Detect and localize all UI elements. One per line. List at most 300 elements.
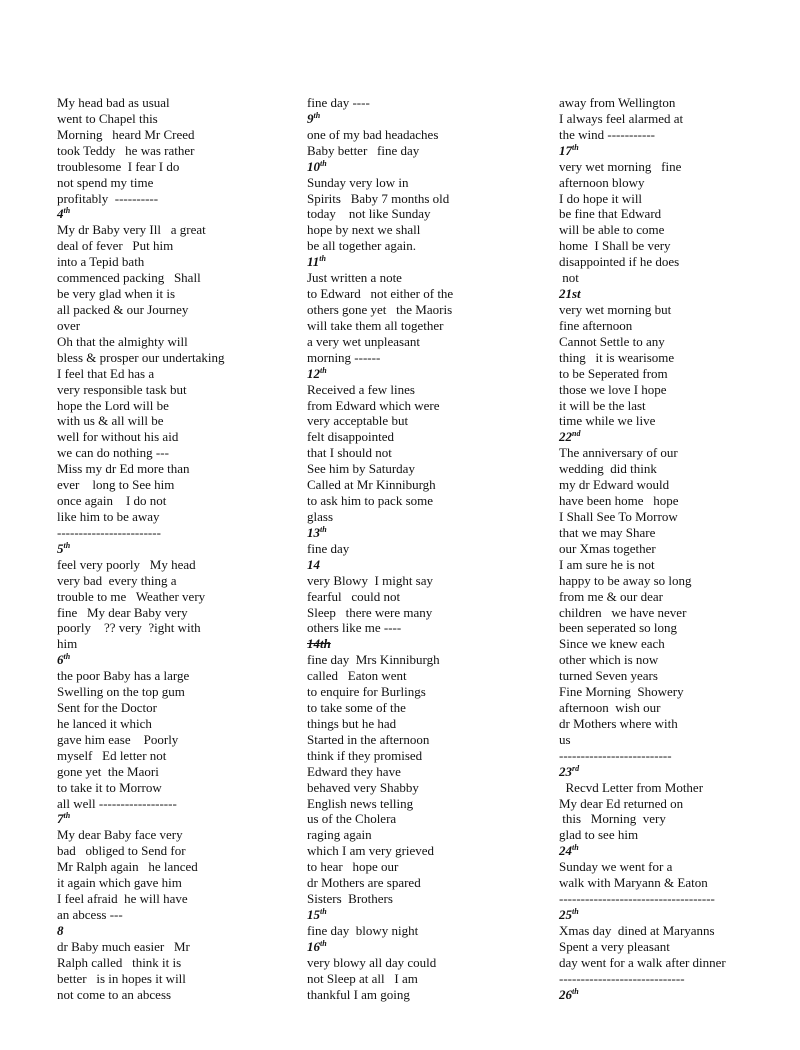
date-heading <box>57 541 257 557</box>
diary-line <box>307 732 507 748</box>
line-text: over <box>57 317 81 333</box>
diary-line <box>57 891 257 907</box>
diary-line <box>307 238 507 254</box>
line-text: called Eaton went <box>307 668 407 684</box>
line-text: thing it is wearisome <box>559 349 675 365</box>
line-text: been seperated so long <box>559 620 678 636</box>
line-text: that I should not <box>307 445 392 461</box>
diary-line <box>307 764 507 780</box>
diary-line <box>307 605 507 621</box>
date-heading <box>307 557 507 573</box>
diary-line <box>559 541 794 557</box>
line-text: afternoon wish our <box>559 700 661 716</box>
line-text: The anniversary of our <box>559 445 678 461</box>
date-suffix: th <box>320 524 327 534</box>
diary-line <box>559 875 794 891</box>
line-text: very responsible task but <box>57 381 187 397</box>
diary-line <box>559 811 794 827</box>
date-heading <box>559 987 794 1003</box>
diary-line <box>559 413 794 429</box>
diary-line <box>307 461 507 477</box>
line-text: ----------------------------- <box>559 970 685 986</box>
diary-line <box>57 971 257 987</box>
diary-line <box>307 955 507 971</box>
date-number: 14 <box>307 556 320 572</box>
line-text: Spent a very pleasant <box>559 938 670 954</box>
line-text: it again which gave him <box>57 875 182 891</box>
line-text: Sunday we went for a <box>559 859 673 875</box>
line-text: our Xmas together <box>559 540 656 556</box>
line-text: Baby better fine day <box>307 142 420 158</box>
diary-line <box>559 493 794 509</box>
line-text: Ralph called think it is <box>57 954 182 970</box>
diary-line <box>57 429 257 445</box>
diary-column-middle <box>307 95 507 1003</box>
line-text: from Edward which were <box>307 397 440 413</box>
date-number: 22 <box>559 429 572 445</box>
diary-line <box>559 668 794 684</box>
diary-line <box>57 700 257 716</box>
line-text: not Sleep at all I am <box>307 970 418 986</box>
line-text: very wet morning but <box>559 301 672 317</box>
diary-line <box>57 445 257 461</box>
diary-line <box>57 143 257 159</box>
diary-line <box>307 382 507 398</box>
diary-line <box>307 716 507 732</box>
line-text: Started in the afternoon <box>307 731 430 747</box>
diary-line <box>307 541 507 557</box>
line-text: fine day <box>307 540 350 556</box>
diary-line <box>559 254 794 270</box>
line-text: Sleep there were many <box>307 604 433 620</box>
date-heading <box>57 652 257 668</box>
line-text: I feel that Ed has a <box>57 365 155 381</box>
diary-line <box>559 111 794 127</box>
line-text: be all together again. <box>307 238 417 254</box>
diary-line <box>307 700 507 716</box>
line-text: hope by next we shall <box>307 222 421 238</box>
line-text: which I am very grieved <box>307 843 435 859</box>
line-text: Oh that the almighty will <box>57 333 188 349</box>
diary-line <box>57 859 257 875</box>
diary-line <box>307 143 507 159</box>
diary-line <box>57 955 257 971</box>
diary-line <box>559 605 794 621</box>
diary-line <box>559 350 794 366</box>
diary-line <box>57 111 257 127</box>
diary-line <box>57 222 257 238</box>
diary-line <box>559 477 794 493</box>
line-text: it will be the last <box>559 397 646 413</box>
line-text: very blowy all day could <box>307 954 437 970</box>
diary-column-left <box>57 95 257 1003</box>
diary-line <box>57 525 257 541</box>
line-text: from me & our dear <box>559 588 663 604</box>
line-text: other which is now <box>559 652 659 668</box>
date-suffix: th <box>63 206 71 216</box>
line-text: feel very poorly My head <box>57 556 196 572</box>
line-text: fine day Mrs Kinniburgh <box>307 652 440 668</box>
date-suffix: th <box>320 938 327 948</box>
line-text: very bad every thing a <box>57 572 177 588</box>
diary-line <box>307 286 507 302</box>
diary-line <box>559 796 794 812</box>
line-text: Morning heard Mr Creed <box>57 126 195 142</box>
line-text: not <box>559 270 579 286</box>
date-heading <box>559 843 794 859</box>
date-number: 15 <box>307 907 320 923</box>
diary-line <box>559 939 794 955</box>
diary-line <box>307 843 507 859</box>
diary-line <box>559 127 794 143</box>
diary-line <box>307 175 507 191</box>
line-text: My dear Ed returned on <box>559 795 684 811</box>
diary-line <box>307 95 507 111</box>
date-suffix: th <box>572 142 579 152</box>
line-text: happy to be away so long <box>559 572 692 588</box>
line-text: ever long to See him <box>57 477 175 493</box>
date-suffix: th <box>320 158 327 168</box>
diary-line <box>57 286 257 302</box>
diary-line <box>559 732 794 748</box>
line-text: dr Baby much easier Mr <box>57 938 190 954</box>
diary-line <box>559 159 794 175</box>
line-text: we can do nothing --- <box>57 445 169 461</box>
date-suffix: th <box>63 652 71 662</box>
diary-line <box>57 605 257 621</box>
date-heading <box>307 254 507 270</box>
line-text: Since we knew each <box>559 636 665 652</box>
diary-line <box>57 477 257 493</box>
diary-line <box>307 429 507 445</box>
date-number: 23 <box>559 763 572 779</box>
line-text: into a Tepid bath <box>57 254 145 270</box>
line-text: walk with Maryann & Eaton <box>559 875 708 891</box>
diary-line <box>57 796 257 812</box>
line-text: Spirits Baby 7 months old <box>307 190 450 206</box>
line-text: ------------------------ <box>57 524 161 540</box>
line-text: fine afternoon <box>559 317 633 333</box>
date-suffix: th <box>320 365 327 375</box>
diary-line <box>307 684 507 700</box>
line-text: profitably ---------- <box>57 190 159 206</box>
date-heading <box>307 907 507 923</box>
line-text: Called at Mr Kinniburgh <box>307 477 436 493</box>
diary-line <box>307 859 507 875</box>
date-number: 13 <box>307 524 320 540</box>
diary-line <box>559 636 794 652</box>
line-text: not come to an abcess <box>57 986 172 1002</box>
line-text: trouble to me Weather very <box>57 588 206 604</box>
diary-line <box>57 366 257 382</box>
line-text: to be Seperated from <box>559 365 668 381</box>
line-text: better is in hopes it will <box>57 970 186 986</box>
line-text: myself Ed letter not <box>57 747 167 763</box>
line-text: my dr Edward would <box>559 477 670 493</box>
line-text: felt disappointed <box>307 429 395 445</box>
diary-line <box>559 859 794 875</box>
diary-line <box>57 238 257 254</box>
date-heading <box>307 366 507 382</box>
diary-line <box>307 413 507 429</box>
diary-line <box>307 302 507 318</box>
line-text: will take them all together <box>307 317 444 333</box>
diary-line <box>57 350 257 366</box>
line-text: gave him ease Poorly <box>57 731 179 747</box>
date-heading <box>307 939 507 955</box>
line-text: poorly ?? very ?ight with <box>57 620 201 636</box>
diary-line <box>559 270 794 286</box>
date-heading <box>559 907 794 923</box>
date-number: 7 <box>57 811 64 827</box>
diary-line <box>57 254 257 270</box>
diary-line <box>559 445 794 461</box>
diary-line <box>307 127 507 143</box>
line-text: others like me ---- <box>307 620 402 636</box>
line-text: home I Shall be very <box>559 238 671 254</box>
diary-line <box>57 398 257 414</box>
line-text: think if they promised <box>307 747 423 763</box>
diary-line <box>307 652 507 668</box>
diary-line <box>307 222 507 238</box>
diary-line <box>57 95 257 111</box>
line-text: I do hope it will <box>559 190 643 206</box>
line-text: Xmas day dined at Maryanns <box>559 922 715 938</box>
date-suffix: th <box>572 843 579 853</box>
diary-line <box>57 334 257 350</box>
date-heading <box>559 286 794 302</box>
line-text: be very glad when it is <box>57 286 176 302</box>
line-text: bad obliged to Send for <box>57 843 186 859</box>
diary-line <box>57 620 257 636</box>
line-text: glass <box>307 508 333 524</box>
line-text: ------------------------------------ <box>559 891 715 907</box>
date-number: 26 <box>559 986 572 1002</box>
line-text: morning ------ <box>307 349 381 365</box>
diary-line <box>307 827 507 843</box>
diary-line <box>307 668 507 684</box>
date-number: 17 <box>559 142 572 158</box>
line-text: afternoon blowy <box>559 174 645 190</box>
line-text: a very wet unpleasant <box>307 333 420 349</box>
date-number: 5 <box>57 540 64 556</box>
diary-line <box>559 923 794 939</box>
diary-line <box>559 557 794 573</box>
diary-line <box>57 780 257 796</box>
diary-line <box>559 700 794 716</box>
date-number: 12 <box>307 365 320 381</box>
date-number: 11 <box>307 254 320 270</box>
date-number: 10 <box>307 158 320 174</box>
line-text: troublesome I fear I do <box>57 158 180 174</box>
line-text: Just written a note <box>307 270 402 286</box>
line-text: -------------------------- <box>559 747 672 763</box>
line-text: the wind ----------- <box>559 126 656 142</box>
date-heading <box>307 111 507 127</box>
date-suffix: rd <box>572 763 580 773</box>
line-text: all well ------------------ <box>57 795 177 811</box>
diary-line <box>307 509 507 525</box>
diary-line <box>559 175 794 191</box>
line-text: one of my bad headaches <box>307 126 439 142</box>
diary-line <box>57 191 257 207</box>
date-suffix: th <box>572 907 579 917</box>
line-text: not spend my time <box>57 174 154 190</box>
date-suffix: th <box>63 811 71 821</box>
line-text: to Edward not either of the <box>307 286 454 302</box>
line-text: those we love I hope <box>559 381 667 397</box>
line-text: Fine Morning Showery <box>559 684 684 700</box>
date-heading <box>307 636 507 652</box>
diary-line <box>57 270 257 286</box>
line-text: today not like Sunday <box>307 206 431 222</box>
diary-line <box>57 987 257 1003</box>
diary-line <box>307 398 507 414</box>
date-suffix: nd <box>572 429 581 439</box>
diary-line <box>57 159 257 175</box>
line-text: day went for a walk after dinner <box>559 954 726 970</box>
line-text: See him by Saturday <box>307 461 415 477</box>
line-text: My dear Baby face very <box>57 827 183 843</box>
line-text: deal of fever Put him <box>57 238 174 254</box>
line-text: once again I do not <box>57 493 167 509</box>
diary-line <box>559 302 794 318</box>
diary-line <box>559 971 794 987</box>
date-number: 14th <box>307 636 331 652</box>
diary-line <box>559 748 794 764</box>
diary-line <box>57 461 257 477</box>
diary-line <box>307 796 507 812</box>
line-text: things but he had <box>307 715 397 731</box>
line-text: Sent for the Doctor <box>57 700 158 716</box>
diary-line <box>57 382 257 398</box>
diary-line <box>559 620 794 636</box>
date-suffix: th <box>63 540 71 550</box>
diary-line <box>559 334 794 350</box>
line-text: behaved very Shabby <box>307 779 419 795</box>
diary-line <box>559 780 794 796</box>
diary-line <box>57 907 257 923</box>
diary-line <box>559 589 794 605</box>
line-text: fearful could not <box>307 588 401 604</box>
diary-line <box>57 875 257 891</box>
diary-line <box>57 764 257 780</box>
diary-line <box>559 891 794 907</box>
diary-line <box>307 589 507 605</box>
diary-line <box>307 891 507 907</box>
diary-line <box>57 716 257 732</box>
line-text: others gone yet the Maoris <box>307 301 453 317</box>
line-text: us <box>559 731 571 747</box>
line-text: children we have never <box>559 604 687 620</box>
line-text: My dr Baby very Ill a great <box>57 222 206 238</box>
line-text: fine My dear Baby very <box>57 604 188 620</box>
diary-line <box>57 668 257 684</box>
diary-line <box>57 302 257 318</box>
line-text: hope the Lord will be <box>57 397 169 413</box>
diary-line <box>307 477 507 493</box>
line-text: to take it to Morrow <box>57 779 162 795</box>
diary-line <box>559 318 794 334</box>
diary-line <box>57 748 257 764</box>
line-text: dr Mothers where with <box>559 715 678 731</box>
date-heading <box>307 159 507 175</box>
diary-line <box>57 573 257 589</box>
date-heading <box>57 811 257 827</box>
line-text: to take some of the <box>307 700 406 716</box>
diary-line <box>57 318 257 334</box>
line-text: English news telling <box>307 795 414 811</box>
diary-line <box>559 95 794 111</box>
line-text: I am sure he is not <box>559 556 655 572</box>
line-text: be fine that Edward <box>559 206 662 222</box>
diary-line <box>57 557 257 573</box>
line-text: dr Mothers are spared <box>307 875 421 891</box>
line-text: all packed & our Journey <box>57 301 189 317</box>
line-text: an abcess --- <box>57 907 123 923</box>
date-number: 25 <box>559 907 572 923</box>
diary-line <box>307 620 507 636</box>
line-text: commenced packing Shall <box>57 270 201 286</box>
diary-line <box>307 270 507 286</box>
date-heading <box>559 429 794 445</box>
line-text: I Shall See To Morrow <box>559 508 678 524</box>
line-text: Swelling on the top gum <box>57 684 185 700</box>
line-text: this Morning very <box>559 811 666 827</box>
date-number: 6 <box>57 652 64 668</box>
line-text: glad to see him <box>559 827 639 843</box>
diary-line <box>307 206 507 222</box>
line-text: bless & prosper our undertaking <box>57 349 225 365</box>
line-text: Edward they have <box>307 763 401 779</box>
date-number: 4 <box>57 206 64 222</box>
diary-line <box>307 573 507 589</box>
line-text: thankful I am going <box>307 986 410 1002</box>
diary-line <box>307 971 507 987</box>
line-text: us of the Cholera <box>307 811 397 827</box>
date-number: 24 <box>559 843 572 859</box>
line-text: Mr Ralph again he lanced <box>57 859 198 875</box>
line-text: fine day blowy night <box>307 922 419 938</box>
diary-line <box>559 238 794 254</box>
diary-line <box>307 780 507 796</box>
diary-line <box>559 716 794 732</box>
diary-line <box>559 827 794 843</box>
line-text: to enquire for Burlings <box>307 684 426 700</box>
line-text: raging again <box>307 827 372 843</box>
line-text: well for without his aid <box>57 429 179 445</box>
line-text: very acceptable but <box>307 413 409 429</box>
date-heading <box>307 525 507 541</box>
diary-line <box>559 509 794 525</box>
date-suffix: th <box>313 110 321 120</box>
line-text: I feel afraid he will have <box>57 891 188 907</box>
diary-line <box>559 222 794 238</box>
line-text: went to Chapel this <box>57 110 158 126</box>
line-text: will be able to come <box>559 222 665 238</box>
diary-line <box>57 493 257 509</box>
diary-column-right <box>559 95 794 1003</box>
line-text: Sisters Brothers <box>307 891 393 907</box>
line-text: to hear hope our <box>307 859 399 875</box>
date-suffix: th <box>572 986 579 996</box>
diary-line <box>559 206 794 222</box>
date-number: 8 <box>57 922 64 938</box>
line-text: Received a few lines <box>307 381 415 397</box>
line-text: very wet morning fine <box>559 158 682 174</box>
diary-line <box>559 525 794 541</box>
diary-line <box>57 827 257 843</box>
